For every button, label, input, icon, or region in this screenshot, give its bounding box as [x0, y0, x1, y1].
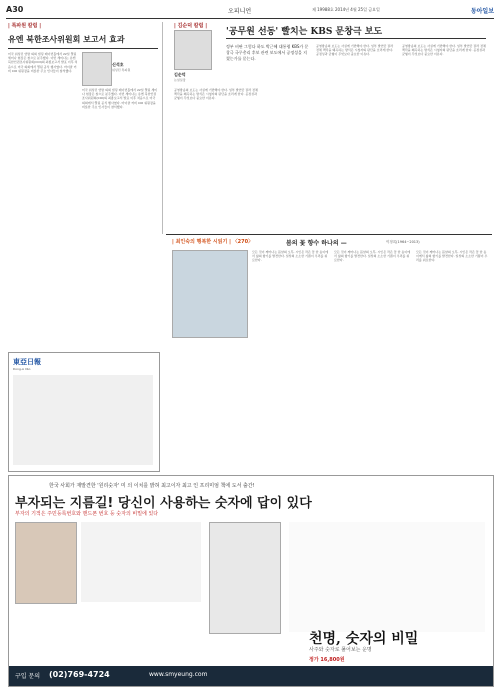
- order-label: 구입 문의: [15, 673, 41, 680]
- essay-author: 이정록(1964~2013): [386, 240, 420, 244]
- column-divider: [162, 22, 163, 234]
- divider: [226, 38, 486, 39]
- ad-content: [13, 375, 153, 465]
- column-body-2: 미국 워싱턴 연방 의회 빌딩 레이번홀에서 22일 열린 세미나 현장은 참으로 분주했다. 이번 세미나는 유엔 북한인권조사위원회(COI)의 최종보고서 발표 이후 처음으로 미국 의회에서 열린 공식 행사였다. 마이클 커비 COI 위원장을 비롯한 주요 인사들이 참석했다.: [82, 88, 158, 109]
- column-body-3: 공영방송의 보도는 사실에 기반해야 한다. 일부 발언만 잘라 전체 맥락을 왜곡하는 방식은 시청자의 판단을 흐리게 한다. 공정성과 균형이 무엇보다 중요한 이유다.: [402, 44, 486, 57]
- small-ad: [8, 352, 160, 472]
- ad-person-photo: [15, 522, 77, 604]
- essay-body-1: 모든 것이 깨어나는 봄날의 오후, 시인은 작은 꽃 한 송이에서 삶의 향기를 발견한다. 일상의 소소한 기쁨이 우리를 위로한다.: [252, 250, 329, 263]
- author-name: 김순덕: [174, 72, 186, 77]
- ad-copy-block: [81, 522, 201, 602]
- divider: [166, 234, 492, 235]
- column-kicker: | 김순덕 칼럼 |: [174, 23, 208, 29]
- ad-subline: 부자의 기적은 주민등록번호와 핸드폰 번호 등 숫자의 비밀에 있다: [15, 511, 159, 517]
- column-title: 유엔 북한조사위원회 보고서 효과: [8, 34, 125, 44]
- book-title: 천명, 숫자의 비밀: [309, 631, 419, 647]
- essay-title: 봄의 꽃 향수 하나의 —: [286, 240, 347, 247]
- ad-footer: [9, 666, 493, 686]
- author-title: 워싱턴 특파원: [112, 68, 131, 72]
- divider: [8, 48, 158, 49]
- author-photo: [174, 30, 212, 70]
- essay-section: [166, 234, 492, 344]
- issue-date: 제 19988호 2014년 4월 25일 금요일: [312, 7, 380, 12]
- book-subtitle: 사주와 숫자로 풀어보는 운명: [309, 647, 372, 653]
- essay-kicker: | 최인숙의 행복한 시읽기 | 〈270〉: [172, 239, 254, 245]
- order-web: www.smyeung.com: [149, 671, 208, 678]
- column-body-2: 공영방송의 보도는 사실에 기반해야 한다. 일부 발언만 잘라 전체 맥락을 왜곡하는 방식은 시청자의 판단을 흐리게 한다. 공정성과 균형이 무엇보다 중요한 이유다.: [316, 44, 394, 57]
- book-price: 정가 16,800원: [309, 657, 345, 663]
- column-body-1: 미국 워싱턴 연방 의회 빌딩 레이번홀에서 22일 열린 세미나 현장은 참으로 분주했다. 이번 세미나는 유엔 북한인권조사위원회(COI)의 최종보고서 발표 이후 처음으로 미국 의회에서 열린 공식 행사였다. 마이클 커비 COI 위원장을 비롯한 주요 인사들이 참석했다.: [8, 52, 78, 73]
- essay-body-3: 모든 것이 깨어나는 봄날의 오후, 시인은 작은 꽃 한 송이에서 삶의 향기를 발견한다. 일상의 소소한 기쁨이 우리를 위로한다.: [416, 250, 488, 263]
- author-title: 논설실장: [174, 78, 186, 82]
- left-column: [8, 22, 158, 362]
- section-name: 오피니언: [228, 8, 252, 15]
- ad-company: 東亞日報: [13, 358, 41, 366]
- column-title: '공무원 선동' 빨치는 KBS 문창극 보도: [226, 27, 383, 37]
- essay-image: [172, 250, 248, 338]
- main-ad: [8, 475, 494, 687]
- newspaper-logo: 동아일보: [470, 8, 494, 15]
- page-header: [6, 4, 494, 19]
- order-phone: (02)769-4724: [49, 670, 110, 679]
- essay-body-2: 모든 것이 깨어나는 봄날의 오후, 시인은 작은 꽃 한 송이에서 삶의 향기를 발견한다. 일상의 소소한 기쁨이 우리를 위로한다.: [334, 250, 411, 263]
- ad-subtitle: Dong-A Ilbo: [13, 367, 31, 371]
- column-kicker: | 특파원 칼럼 |: [8, 23, 42, 29]
- page-number: A30: [6, 5, 24, 14]
- column-body-1: 공영방송의 보도는 사실에 기반해야 한다. 일부 발언만 잘라 전체 맥락을 왜곡하는 방식은 시청자의 판단을 흐리게 한다. 공정성과 균형이 무엇보다 중요한 이유다.: [174, 88, 258, 101]
- author-photo: [82, 52, 112, 86]
- ad-headline: 부자되는 지름길! 당신이 사용하는 숫자에 답이 있다: [15, 496, 312, 511]
- book-cover: [209, 522, 281, 634]
- center-column: [166, 22, 492, 237]
- ad-top-line: 한국 사회가 재발견한 '원리숫자' 미 의 이치를 밝혀 최고이자 최고 인 프리미엄 책에 도서 출간!: [49, 483, 255, 489]
- author-name: 신석호: [112, 62, 124, 67]
- column-lead: 정부 비판 그렇다 하도 박근혜 대통령 KBS가 문창극 국무총리 후보 관련 보도에서 공정성을 지켰는가를 묻는다.: [226, 44, 309, 61]
- ad-description: [289, 522, 485, 632]
